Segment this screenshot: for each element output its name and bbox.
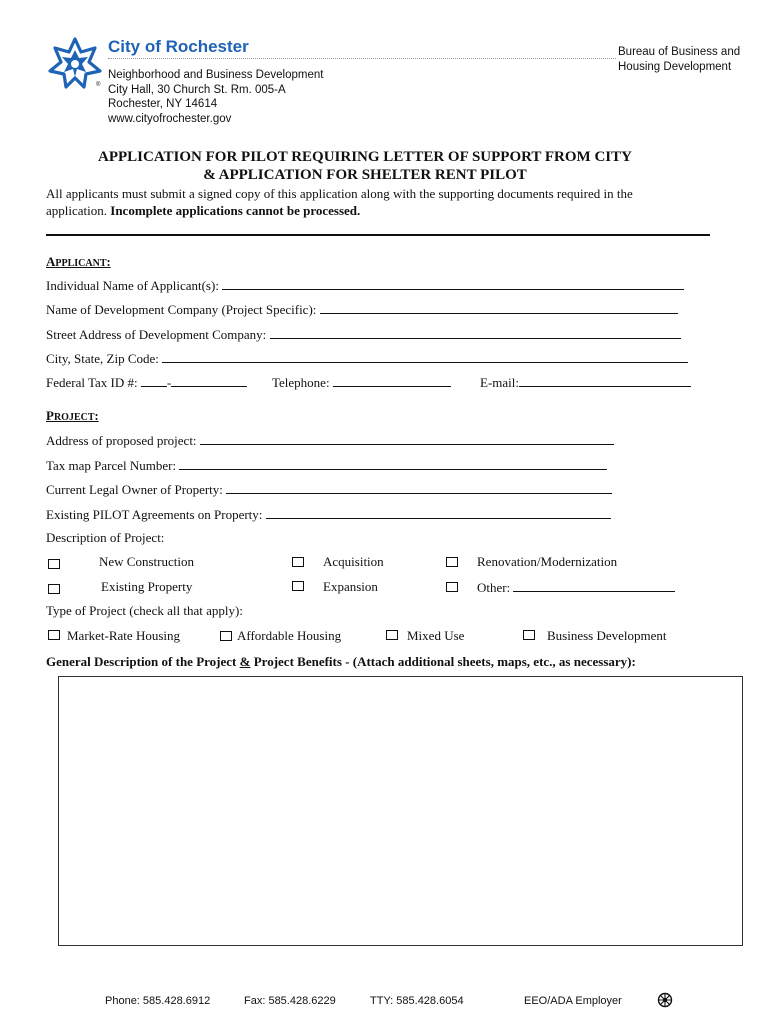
- tax-id-dash: -: [166, 375, 172, 390]
- acquisition-label: Acquisition: [323, 554, 384, 569]
- expansion-label: Expansion: [323, 579, 378, 594]
- existing-pilot-row: [46, 506, 611, 523]
- existing-property-label: Existing Property: [101, 579, 193, 594]
- tax-id-row: [46, 374, 247, 391]
- acquisition-checkbox[interactable]: [292, 557, 304, 567]
- form-title: [0, 148, 730, 184]
- street-address-row: [46, 326, 681, 343]
- mixed-use-checkbox[interactable]: [386, 630, 398, 640]
- dev-company-field[interactable]: [320, 301, 678, 314]
- bureau-line-2: Housing Development: [618, 61, 732, 73]
- other-row: [477, 579, 675, 596]
- general-desc-ampersand: &: [239, 654, 251, 669]
- description-label: Description of Project:: [46, 530, 165, 545]
- project-heading-initial: P: [46, 408, 54, 423]
- dev-company-row: [46, 301, 678, 318]
- mixed-use-label: Mixed Use: [407, 628, 465, 643]
- new-construction-checkbox[interactable]: [48, 559, 60, 569]
- city-state-zip-label: City, State, Zip Code:: [46, 351, 159, 366]
- dept-line: Neighborhood and Business Development: [108, 69, 324, 81]
- owner-label: Current Legal Owner of Property:: [46, 482, 223, 497]
- individual-name-field[interactable]: [222, 277, 684, 290]
- existing-pilot-label: Existing PILOT Agreements on Property:: [46, 507, 263, 522]
- project-heading-colon: :: [94, 409, 99, 423]
- form-title-line-1: APPLICATION FOR PILOT REQUIRING LETTER OF SUPPORT FROM CITY: [98, 149, 632, 165]
- project-address-label: Address of proposed project:: [46, 433, 197, 448]
- telephone-field[interactable]: [333, 374, 451, 387]
- email-field[interactable]: [519, 374, 691, 387]
- affordable-label: Affordable Housing: [237, 628, 342, 643]
- bureau-name: [618, 45, 740, 75]
- intro-text: All applicants must submit a signed copy of this application along with the supporting documents required in the application.: [46, 186, 633, 218]
- dept-website: www.cityofrochester.gov: [108, 112, 232, 125]
- applicant-heading-colon: :: [106, 255, 111, 269]
- city-state-zip-field[interactable]: [162, 350, 688, 363]
- tax-id-suffix-field[interactable]: [171, 374, 247, 387]
- project-type-label: Type of Project (check all that apply):: [46, 603, 243, 618]
- intro-paragraph: [46, 185, 696, 219]
- registered-mark: ®: [96, 82, 101, 88]
- existing-pilot-field[interactable]: [266, 506, 611, 519]
- business-dev-checkbox[interactable]: [523, 630, 535, 640]
- project-address-row: [46, 432, 614, 449]
- footer-tty: TTY: 585.428.6054: [370, 995, 464, 1007]
- other-checkbox[interactable]: [446, 582, 458, 592]
- new-construction-label: New Construction: [99, 554, 194, 569]
- street-address-field[interactable]: [270, 326, 681, 339]
- parcel-field[interactable]: [179, 457, 607, 470]
- parcel-row: [46, 457, 607, 474]
- dept-line: Rochester, NY 14614: [108, 98, 218, 110]
- owner-field[interactable]: [226, 481, 612, 494]
- parcel-label: Tax map Parcel Number:: [46, 458, 177, 473]
- telephone-label: Telephone:: [272, 375, 330, 390]
- expansion-checkbox[interactable]: [292, 581, 304, 591]
- applicant-heading-rest: PPLICANT: [55, 258, 107, 269]
- street-address-label: Street Address of Development Company:: [46, 327, 267, 342]
- email-row: [480, 374, 691, 391]
- renovation-label: Renovation/Modernization: [477, 554, 618, 569]
- email-label: E-mail:: [480, 375, 519, 390]
- individual-name-row: [46, 277, 684, 294]
- bureau-line-1: Bureau of Business and: [618, 46, 741, 58]
- tax-id-prefix-field[interactable]: [141, 374, 167, 387]
- accessibility-wheel-icon: [657, 992, 673, 1008]
- tax-id-label: Federal Tax ID #:: [46, 375, 138, 390]
- project-address-field[interactable]: [200, 432, 614, 445]
- city-logo-icon: [48, 36, 102, 90]
- city-name: City of Rochester: [108, 37, 249, 56]
- general-desc-text-1: General Description of the Project: [46, 654, 240, 669]
- general-description-heading: [46, 654, 636, 670]
- renovation-checkbox[interactable]: [446, 557, 458, 567]
- department-address: [108, 68, 323, 126]
- business-dev-label: Business Development: [547, 628, 667, 643]
- form-title-line-2: & APPLICATION FOR SHELTER RENT PILOT: [203, 167, 527, 183]
- dept-line: City Hall, 30 Church St. Rm. 005-A: [108, 83, 286, 96]
- footer-phone: Phone: 585.428.6912: [105, 995, 211, 1007]
- individual-name-label: Individual Name of Applicant(s):: [46, 278, 219, 293]
- applicant-heading-initial: A: [46, 254, 56, 269]
- general-description-textarea[interactable]: [58, 676, 743, 946]
- owner-row: [46, 481, 612, 498]
- other-label: Other:: [477, 580, 511, 595]
- market-rate-label: Market-Rate Housing: [67, 628, 181, 643]
- existing-property-checkbox[interactable]: [48, 584, 60, 594]
- dev-company-label: Name of Development Company (Project Specific):: [46, 302, 317, 317]
- footer-fax: Fax: 585.428.6229: [244, 995, 336, 1007]
- city-state-zip-row: [46, 350, 688, 367]
- applicant-heading: [46, 254, 111, 270]
- general-desc-text-2: Project Benefits - (Attach additional sheets, maps, etc., as necessary):: [250, 654, 636, 669]
- other-field[interactable]: [513, 579, 675, 592]
- footer-eeo: EEO/ADA Employer: [524, 995, 622, 1007]
- affordable-checkbox[interactable]: [220, 631, 232, 641]
- project-heading-rest: ROJECT: [53, 412, 95, 423]
- market-rate-checkbox[interactable]: [48, 630, 60, 640]
- telephone-row: [272, 374, 451, 391]
- section-divider: [46, 234, 710, 236]
- project-heading: [46, 408, 99, 424]
- intro-warning: Incomplete applications cannot be processed.: [110, 203, 361, 218]
- header-dotted-rule: [108, 58, 616, 59]
